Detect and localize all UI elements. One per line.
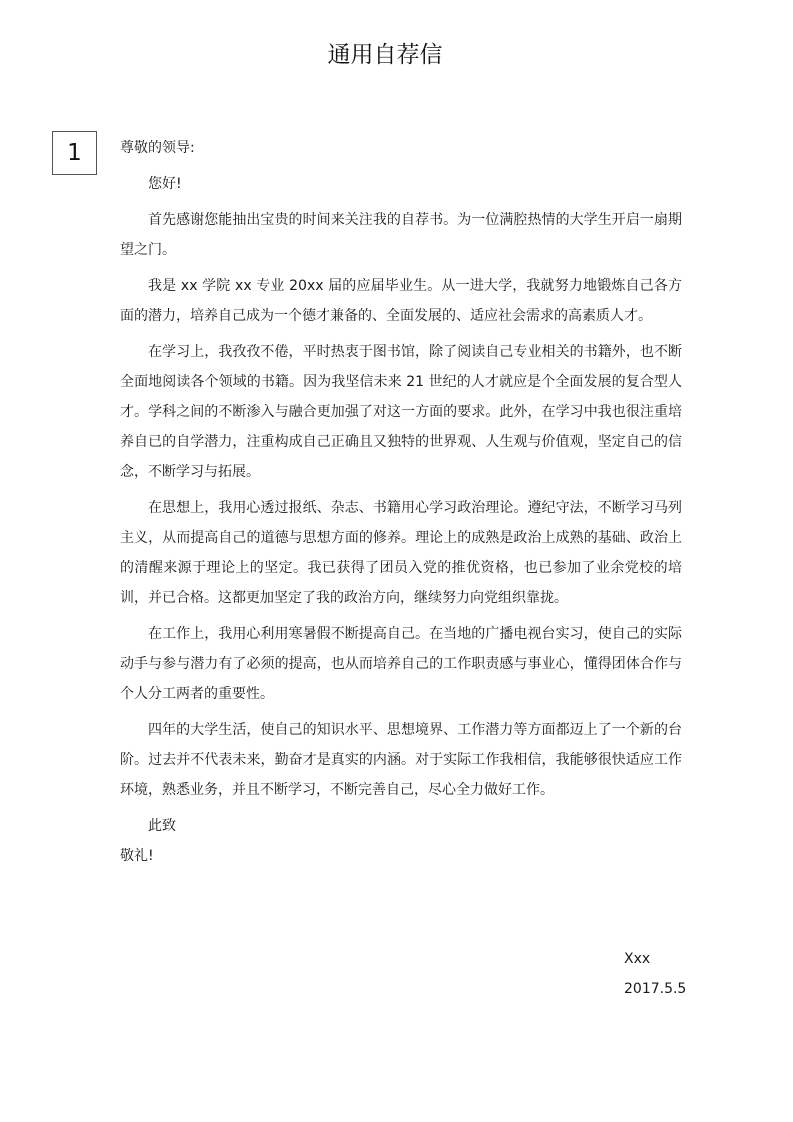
document-title: 通用自荐信 [327, 42, 443, 68]
letter-body [120, 133, 682, 871]
signature-date: 2017.5.5 [624, 981, 687, 997]
greeting: 您好! [148, 176, 182, 192]
paragraph-work: 在工作上，我用心利用寒暑假不断提高自己。在当地的广播电视台实习，使自己的实际动手与参与潜力有了必须的提高，也从而培养自己的工作职责感与事业心，懂得团体合作与个人分工两者的重要性。 [120, 626, 682, 702]
paragraph-background: 我是 xx 学院 xx 专业 20xx 届的应届毕业生。从一进大学，我就努力地锻炼自己各方面的潜力，培养自己成为一个德才兼备的、全面发展的、适应社会需求的高素质人才。 [120, 278, 682, 324]
signature-block [624, 944, 686, 1004]
paragraph-ideology: 在思想上，我用心透过报纸、杂志、书籍用心学习政治理论。遵纪守法，不断学习马列主义，从而提高自己的道德与思想方面的修养。理论上的成熟是政治上成熟的基础、政治上的清醒来源于理论上的坚定。我已获得了团员入党的推优资格，也已参加了业余党校的培训，并已合格。这都更加坚定了我的政治方向，继续努力向党组织靠拢。 [120, 500, 682, 606]
paragraph-summary: 四年的大学生活，使自己的知识水平、思想境界、工作潜力等方面都迈上了一个新的台阶。过去并不代表未来，勤奋才是真实的内涵。对于实际工作我相信，我能够很快适应工作环境，熟悉业务，并且不断学习，不断完善自己，尽心全力做好工作。 [120, 722, 682, 798]
regards: 敬礼! [120, 848, 154, 864]
page-number-box: 1 [52, 131, 97, 175]
paragraph-intro: 首先感谢您能抽出宝贵的时间来关注我的自荐书。为一位满腔热情的大学生开启一扇期望之门。 [120, 212, 682, 258]
paragraph-study: 在学习上，我孜孜不倦，平时热衷于图书馆，除了阅读自己专业相关的书籍外，也不断全面地阅读各个领域的书籍。因为我坚信未来 21 世纪的人才就应是个全面发展的复合型人才。学科之间的不断渗入与融合更加强了对这一方面的要求。此外，在学习中我也很注重培养自已的自学潜力，注重构成自己正确且又独特的世界观、人生观与价值观，坚定自己的信念，不断学习与拓展。 [120, 344, 682, 480]
salutation: 尊敬的领导: [120, 140, 195, 156]
signature-name: Xxx [624, 951, 651, 967]
closing: 此致 [148, 818, 176, 834]
